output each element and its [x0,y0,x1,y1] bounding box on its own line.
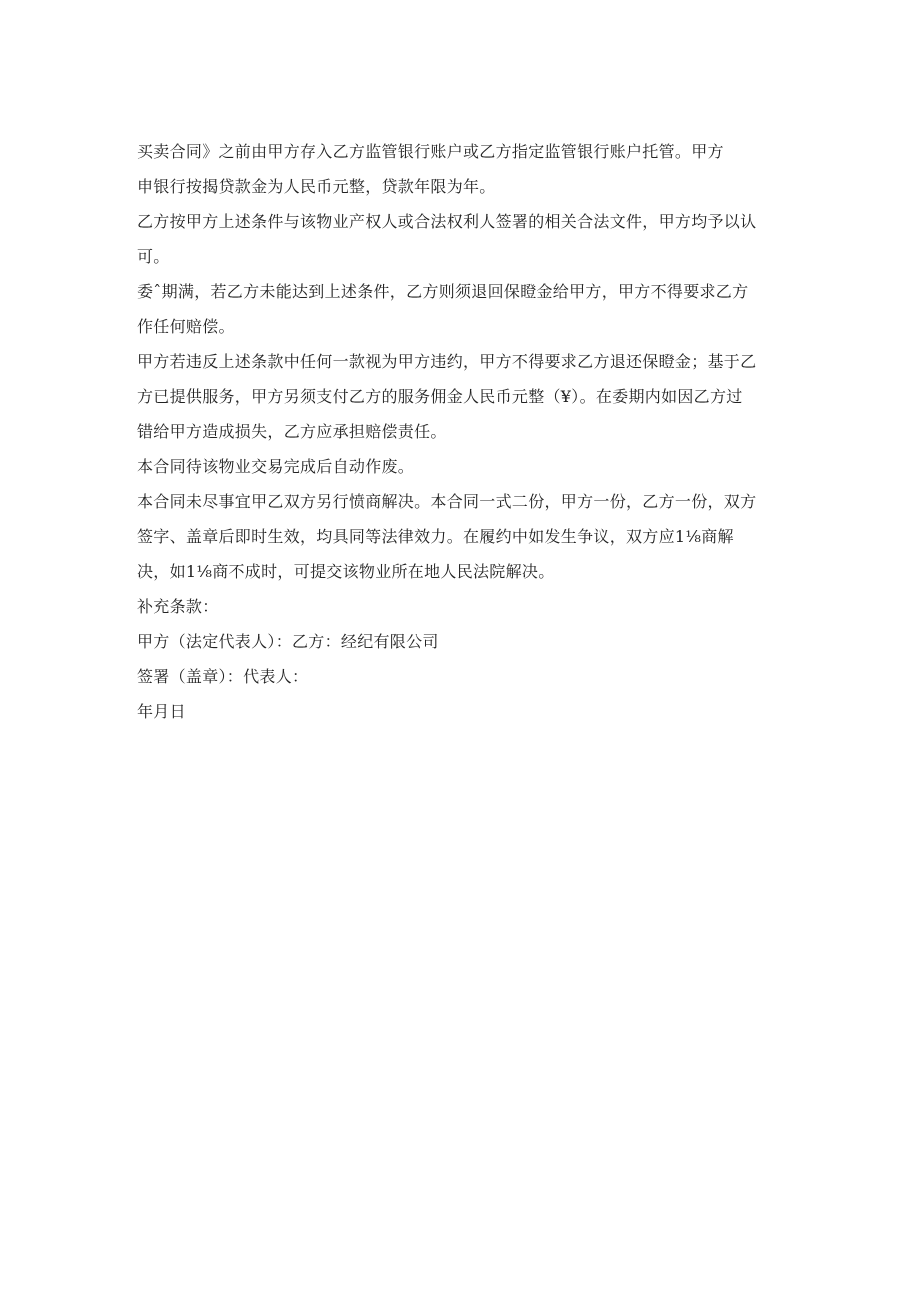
paragraph-expiry-refund [137,274,789,344]
text-line: 补充条款： [137,597,219,616]
text-line: 方已提供服务，甲方另须支付乙方的服务佣金人民币元整（¥）。在委期内如因乙方过 [137,387,743,406]
text-line: 年月日 [137,702,186,721]
text-line: 签字、盖章后即时生效，均具同等法律效力。在履约中如发生争议，双方应1⅛商解 [137,527,734,546]
paragraph-auto-void [137,449,789,484]
text-line: 买卖合同》之前由甲方存入乙方监管银行账户或乙方指定监管银行账户托管。甲方 [137,142,724,161]
text-line: 委ˆ期满，若乙方未能达到上述条件，乙方则须退回保瞪金给甲方，甲方不得要求乙方 [137,282,749,301]
supplementary-terms-heading [137,589,789,624]
text-line: 乙方按甲方上述条件与该物业产权人或合法权利人签署的相关合法文件，甲方均予以认 [137,212,757,231]
paragraph-breach [137,344,789,449]
text-line: 甲方若违反上述条款中任何一款视为甲方违约，甲方不得要求乙方退还保瞪金；基于乙 [137,352,757,371]
signature-seal [137,659,789,694]
text-line: 本合同未尽事宜甲乙双方另行愤商解决。本合同一式二份，甲方一份，乙方一份，双方 [137,492,757,511]
signature-parties [137,624,789,659]
text-line: 决，如1⅛商不成时，可提交该物业所在地人民法院解决。 [137,562,555,581]
text-line: 本合同待该物业交易完成后自动作废。 [137,457,415,476]
paragraph-deposit-escrow [137,134,789,204]
signature-date [137,694,789,729]
contract-body [137,134,789,729]
text-line: 错给甲方造成损失，乙方应承担赔偿责任。 [137,422,447,441]
text-line: 可。 [137,247,170,266]
text-line: 签署（盖章）：代表人： [137,667,309,686]
text-line: 申银行按揭贷款金为人民币元整，贷款年限为年。 [137,177,496,196]
text-line: 作任何赔偿。 [137,317,235,336]
paragraph-disputes [137,484,789,589]
text-line: 甲方（法定代表人）：乙方：经纪有限公司 [137,632,439,651]
paragraph-approval [137,204,789,274]
